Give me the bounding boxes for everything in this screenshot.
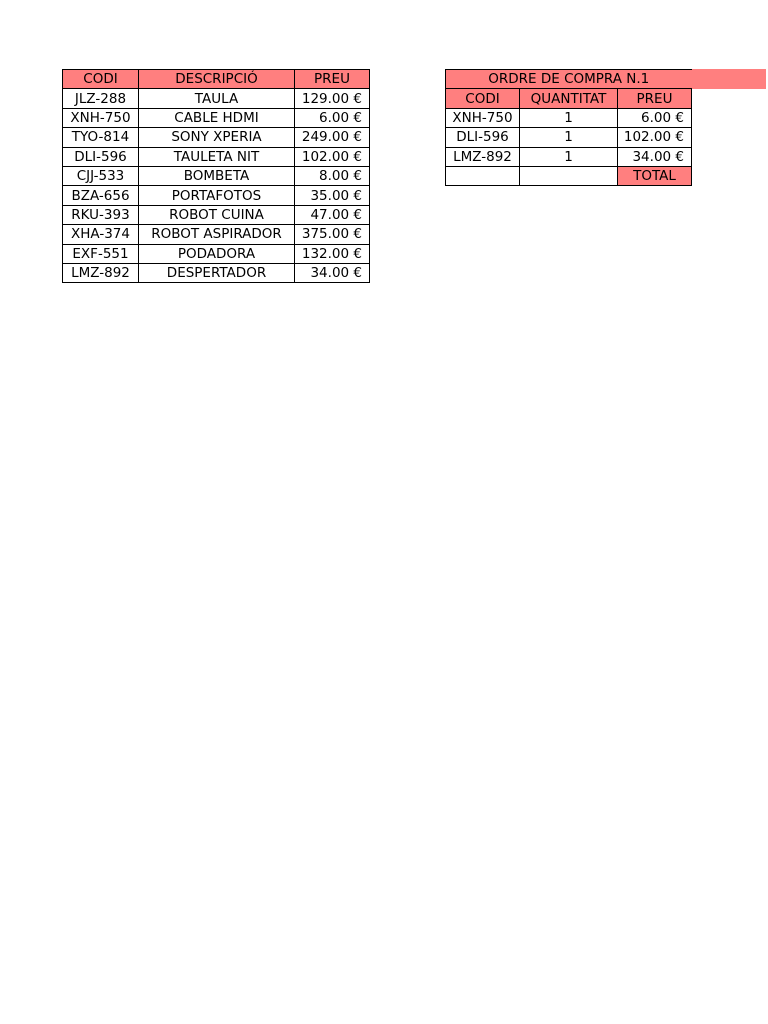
cell-descripcio[interactable]: SONY XPERIA	[139, 128, 295, 147]
cell-descripcio[interactable]: ROBOT ASPIRADOR	[139, 225, 295, 244]
cell-descripcio[interactable]: DESPERTADOR	[139, 263, 295, 282]
product-catalog-table	[62, 69, 370, 283]
cell-codi[interactable]: JLZ-288	[63, 89, 139, 108]
cell-preu[interactable]: 34.00 €	[295, 263, 370, 282]
order-cell-quantitat[interactable]: 1	[520, 147, 618, 166]
table-row	[63, 89, 370, 108]
cell-preu[interactable]: 102.00 €	[295, 147, 370, 166]
cell-codi[interactable]: TYO-814	[63, 128, 139, 147]
order-cell-codi[interactable]: LMZ-892	[446, 147, 520, 166]
purchase-order-table	[445, 69, 692, 186]
cell-preu[interactable]: 375.00 €	[295, 225, 370, 244]
table-row	[63, 147, 370, 166]
cell-codi[interactable]: XNH-750	[63, 108, 139, 127]
cell-descripcio[interactable]: PORTAFOTOS	[139, 186, 295, 205]
cell-codi[interactable]: EXF-551	[63, 244, 139, 263]
header-preu[interactable]: PREU	[295, 70, 370, 89]
cell-preu[interactable]: 35.00 €	[295, 186, 370, 205]
order-cell-preu[interactable]: 102.00 €	[618, 128, 692, 147]
order-header-row	[446, 89, 692, 108]
cell-codi[interactable]: DLI-596	[63, 147, 139, 166]
table-row	[63, 225, 370, 244]
cell-descripcio[interactable]: BOMBETA	[139, 166, 295, 185]
order-title-fill-extension	[691, 69, 766, 89]
table-row	[63, 108, 370, 127]
cell-preu[interactable]: 132.00 €	[295, 244, 370, 263]
cell-preu[interactable]: 8.00 €	[295, 166, 370, 185]
table-row	[446, 147, 692, 166]
table-row	[63, 263, 370, 282]
order-cell-quantitat[interactable]: 1	[520, 108, 618, 127]
order-header-quantitat[interactable]: QUANTITAT	[520, 89, 618, 108]
order-total-empty-quantitat[interactable]	[520, 166, 618, 185]
cell-codi[interactable]: RKU-393	[63, 205, 139, 224]
table-row	[63, 244, 370, 263]
cell-codi[interactable]: BZA-656	[63, 186, 139, 205]
table-row	[446, 108, 692, 127]
order-cell-codi[interactable]: XNH-750	[446, 108, 520, 127]
cell-descripcio[interactable]: TAULETA NIT	[139, 147, 295, 166]
cell-codi[interactable]: CJJ-533	[63, 166, 139, 185]
order-cell-preu[interactable]: 34.00 €	[618, 147, 692, 166]
order-total-empty-codi[interactable]	[446, 166, 520, 185]
header-codi[interactable]: CODI	[63, 70, 139, 89]
order-header-codi[interactable]: CODI	[446, 89, 520, 108]
cell-preu[interactable]: 47.00 €	[295, 205, 370, 224]
cell-descripcio[interactable]: ROBOT CUINA	[139, 205, 295, 224]
table-row	[63, 205, 370, 224]
order-cell-quantitat[interactable]: 1	[520, 128, 618, 147]
cell-preu[interactable]: 129.00 €	[295, 89, 370, 108]
order-title[interactable]: ORDRE DE COMPRA N.1	[446, 70, 692, 89]
cell-codi[interactable]: XHA-374	[63, 225, 139, 244]
cell-preu[interactable]: 249.00 €	[295, 128, 370, 147]
table-row	[63, 166, 370, 185]
cell-descripcio[interactable]: TAULA	[139, 89, 295, 108]
order-title-row	[446, 70, 692, 89]
order-cell-preu[interactable]: 6.00 €	[618, 108, 692, 127]
table-row	[446, 128, 692, 147]
order-total-row	[446, 166, 692, 185]
order-total-label[interactable]: TOTAL	[618, 166, 692, 185]
header-descripcio[interactable]: DESCRIPCIÓ	[139, 70, 295, 89]
catalog-header-row	[63, 70, 370, 89]
table-row	[63, 128, 370, 147]
cell-preu[interactable]: 6.00 €	[295, 108, 370, 127]
cell-descripcio[interactable]: PODADORA	[139, 244, 295, 263]
order-cell-codi[interactable]: DLI-596	[446, 128, 520, 147]
cell-descripcio[interactable]: CABLE HDMI	[139, 108, 295, 127]
cell-codi[interactable]: LMZ-892	[63, 263, 139, 282]
order-header-preu[interactable]: PREU	[618, 89, 692, 108]
table-row	[63, 186, 370, 205]
